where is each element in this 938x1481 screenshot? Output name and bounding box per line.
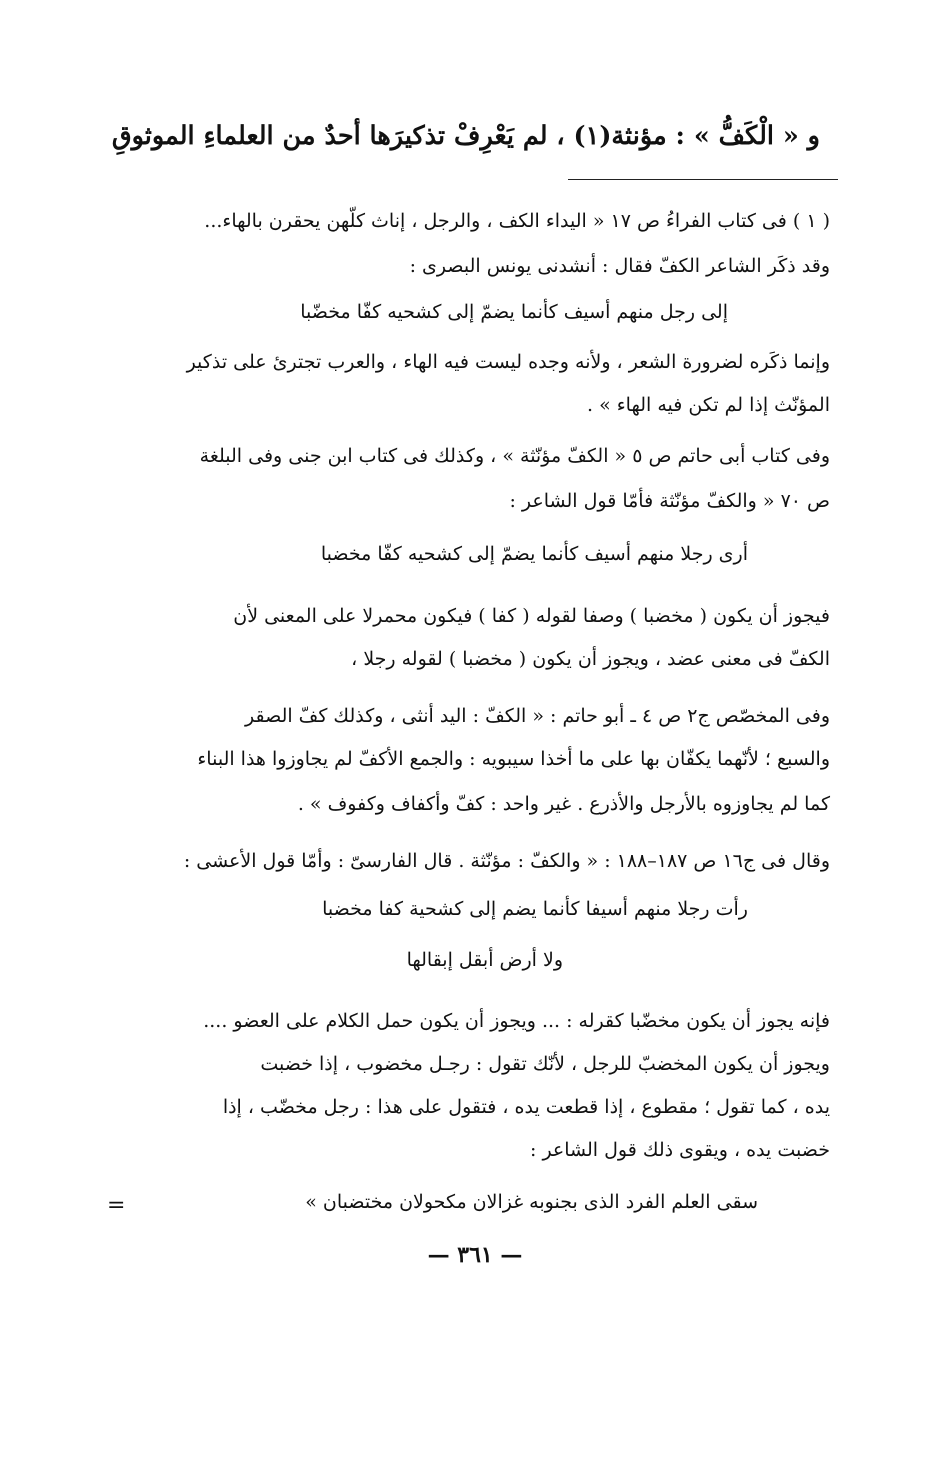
verse-line: إلى رجل منهم أسيف كأنما يضمّ إلى كشحيه كفّا مخضّبا xyxy=(300,301,728,323)
footnote-line: وإنما ذكَره لضرورة الشعر ، ولأنه وجده ليست فيه الهاء ، والعرب تجترئ على تذكير xyxy=(186,351,830,373)
footnote-line: ويجوز أن يكون المخضبّ للرجل ، لأنّك تقول : رجـل مخضوب ، إذا خضبت xyxy=(260,1053,830,1075)
footnote-line: الكفّ فى معنى عضد ، ويجوز أن يكون ( مخضبا ) لقوله رجلا ، xyxy=(351,648,830,670)
verse-line: ولا أرض أبقل إبقالها xyxy=(406,949,563,971)
footnote-line: ( ١ ) فى كتاب الفراءُ ص ١٧ « اليداء الكف ، والرجل ، إناث كلّهن يحقرن بالهاء... xyxy=(204,210,830,232)
footnote-line: ص ٧٠ « والكفّ مؤنّثة فأمّا قول الشاعر : xyxy=(509,490,830,512)
footnote-line: خضبت يده ، ويقوى ذلك قول الشاعر : xyxy=(530,1139,830,1161)
main-text-line: و « الْكَفُّ » : مؤنثة(١) ، لم يَعْرِفْ تذكيرَها أحدٌ من العلماءِ الموثوقِ xyxy=(111,121,820,151)
verse-line: رأت رجلا منهم أسيفا كأنما يضم إلى كشحية كفا مخضبا xyxy=(322,898,748,920)
footnote-line: فيجوز أن يكون ( مخضبا ) وصفا لقوله ( كفا ) فيكون محمرلا على المعنى لأن xyxy=(233,605,830,627)
footnote-line: والسبع ؛ لأنّهما يكفّان بها على ما أخذا سيبويه : والجمع الأكفّ لم يجاوزوا هذا البناء xyxy=(197,748,830,770)
footnote-line: المؤنّث إذا لم تكن فيه الهاء » . xyxy=(586,394,830,416)
footnote-line: وقال فى ج١٦ ص ١٨٧–١٨٨ : « والكفّ : مؤنّثة . قال الفارسىّ : وأمّا قول الأعشى : xyxy=(183,850,830,872)
continuation-mark: = xyxy=(107,1193,126,1218)
verse-line: سقى العلم الفرد الذى بجنوبه غزالان مكحولان مختضبان » xyxy=(305,1191,758,1213)
footnote-separator xyxy=(568,179,838,180)
footnote-line: وفى كتاب أبى حاتم ص ٥ « الكفّ مؤنّثة » ، وكذلك فى كتاب ابن جنى وفى البلغة xyxy=(199,445,830,467)
page-number: — ٣٦١ — xyxy=(427,1242,523,1268)
verse-line: أرى رجلا منهم أسيف كأنما يضمّ إلى كشحيه كفّا مخضبا xyxy=(320,543,748,565)
footnote-line: وقد ذكَر الشاعر الكفّ فقال : أنشدنى يونس البصرى : xyxy=(409,255,830,277)
footnote-line: وفى المخصّص ج٢ ص ٤ ـ أبو حاتم : « الكفّ : اليد أنثى ، وكذلك كفّ الصقر xyxy=(245,705,830,727)
footnote-line: يده ، كما تقول ؛ مقطوع ، إذا قطعت يده ، فتقول على هذا : رجل مخضّب ، إذا xyxy=(222,1096,830,1118)
footnote-line: فإنه يجوز أن يكون مخضّبا كقرله : ... ويجوز أن يكون حمل الكلام على العضو .... xyxy=(203,1010,830,1032)
footnote-line: كما لم يجاوزوه بالأرجل والأذرع . غير واحد : كفّ وأكفاف وكفوف » . xyxy=(297,793,830,815)
